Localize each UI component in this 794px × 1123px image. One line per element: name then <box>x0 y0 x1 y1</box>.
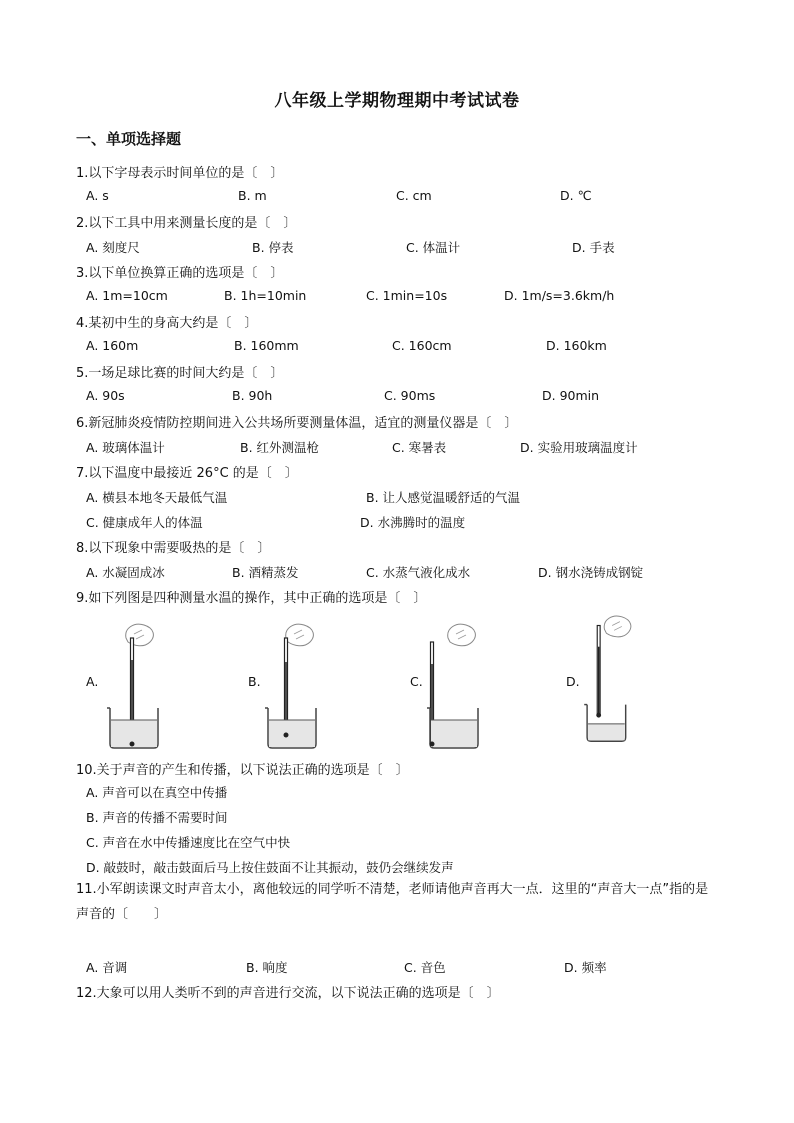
thermometer-figure-d <box>582 612 652 747</box>
option-b: B. 160mm <box>234 338 299 353</box>
option-a: A. 90s <box>86 388 125 403</box>
option-b: B. 1h=10min <box>224 288 307 303</box>
option-d: D. 90min <box>542 388 600 403</box>
question-stem: 2.以下工具中用来测量长度的是〔 〕 <box>76 216 297 231</box>
option-c: C. 1min=10s <box>366 288 448 303</box>
option-c: C. cm <box>396 188 432 203</box>
option-a: A. 音调 <box>86 960 128 975</box>
page-title: 八年级上学期物理期中考试试卷 <box>274 91 520 111</box>
option-d: D. 水沸腾时的温度 <box>360 515 466 530</box>
figure-label-d: D. <box>566 674 580 689</box>
figure-label-b: B. <box>248 674 261 689</box>
option-b: B. 90h <box>232 388 273 403</box>
option-c: C. 寒暑表 <box>392 440 447 455</box>
question-stem: 8.以下现象中需要吸热的是〔 〕 <box>76 541 271 556</box>
option-d: D. 1m/s=3.6km/h <box>504 288 615 303</box>
question-stem: 10.关于声音的产生和传播，以下说法正确的选项是〔 〕 <box>76 763 409 778</box>
option-a: A. 玻璃体温计 <box>86 440 165 455</box>
option-a: A. 声音可以在真空中传播 <box>86 785 228 800</box>
question-stem: 11.小军朗读课文时声音太小，离他较远的同学听不清楚，老师请他声音再大一点．这里的“声音大一点”指的是声音的〔 〕 <box>76 882 709 922</box>
option-c: C. 160cm <box>392 338 452 353</box>
question-stem: 5.一场足球比赛的时间大约是〔 〕 <box>76 366 284 381</box>
question-stem: 3.以下单位换算正确的选项是〔 〕 <box>76 266 284 281</box>
option-c: C. 健康成年人的体温 <box>86 515 203 530</box>
option-a: A. 160m <box>86 338 139 353</box>
question-stem: 12.大象可以用人类听不到的声音进行交流，以下说法正确的选项是〔 〕 <box>76 986 500 1001</box>
question-stem: 9.如下列图是四种测量水温的操作，其中正确的选项是〔 〕 <box>76 591 427 606</box>
thermometer-figure-a <box>104 620 174 755</box>
option-d: D. 160km <box>546 338 607 353</box>
option-c: C. 体温计 <box>406 240 461 255</box>
option-a: A. 刻度尺 <box>86 240 140 255</box>
option-b: B. 声音的传播不需要时间 <box>86 810 228 825</box>
option-a: A. 1m=10cm <box>86 288 168 303</box>
question-stem: 4.某初中生的身高大约是〔 〕 <box>76 316 258 331</box>
option-d: D. 手表 <box>572 240 615 255</box>
thermometer-figure-c <box>426 620 496 755</box>
figure-label-c: C. <box>410 674 423 689</box>
option-b: B. 响度 <box>246 960 288 975</box>
option-b: B. 停表 <box>252 240 294 255</box>
question-stem: 6.新冠肺炎疫情防控期间进入公共场所要测量体温，适宜的测量仪器是〔 〕 <box>76 416 518 431</box>
question-stem: 7.以下温度中最接近 26°C 的是〔 〕 <box>76 466 298 481</box>
question-stem: 1.以下字母表示时间单位的是〔 〕 <box>76 166 284 181</box>
section-heading: 一、单项选择题 <box>76 130 182 148</box>
option-d: D. 敲鼓时，敲击鼓面后马上按住鼓面不让其振动，鼓仍会继续发声 <box>86 860 454 875</box>
option-b: B. 酒精蒸发 <box>232 565 299 580</box>
option-d: D. 实验用玻璃温度计 <box>520 440 638 455</box>
option-c: C. 音色 <box>404 960 446 975</box>
figure-label-a: A. <box>86 674 99 689</box>
option-b: B. 红外测温枪 <box>240 440 320 455</box>
option-c: C. 90ms <box>384 388 436 403</box>
option-a: A. s <box>86 188 109 203</box>
option-b: B. m <box>238 188 267 203</box>
option-c: C. 水蒸气液化成水 <box>366 565 471 580</box>
thermometer-figure-b <box>264 620 334 755</box>
option-a: A. 水凝固成冰 <box>86 565 165 580</box>
option-d: D. 频率 <box>564 960 607 975</box>
option-b: B. 让人感觉温暖舒适的气温 <box>366 490 521 505</box>
option-a: A. 横县本地冬天最低气温 <box>86 490 228 505</box>
option-d: D. 钢水浇铸成钢锭 <box>538 565 644 580</box>
option-d: D. ℃ <box>560 188 592 203</box>
option-c: C. 声音在水中传播速度比在空气中快 <box>86 835 291 850</box>
